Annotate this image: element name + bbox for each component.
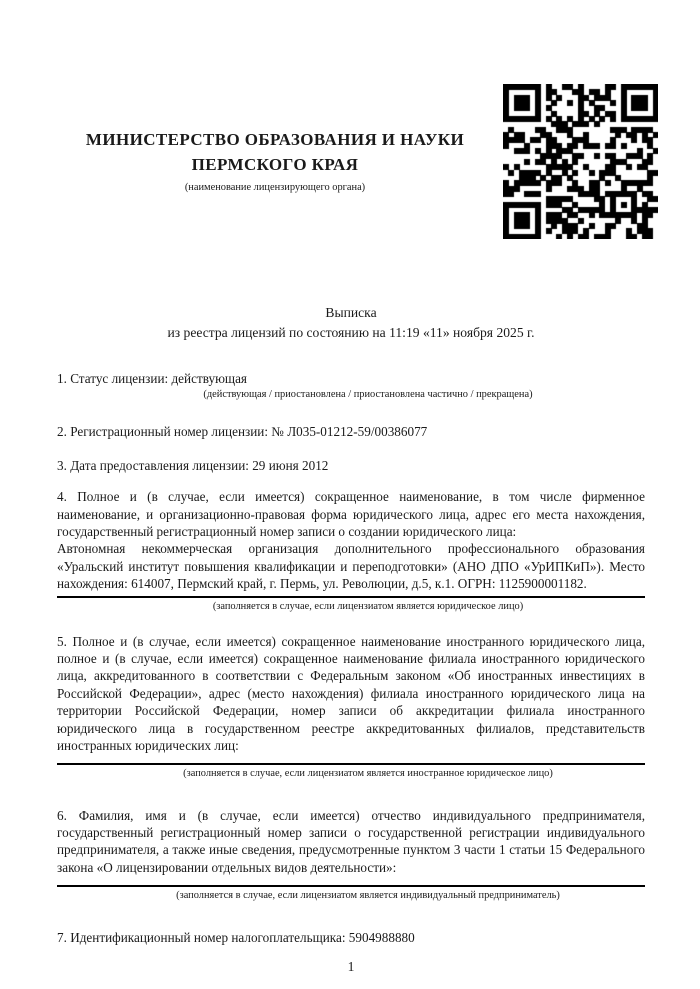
item-2-registration-number: 2. Регистрационный номер лицензии: № Л035-01212-59/00386077 <box>57 424 428 440</box>
page-number: 1 <box>347 958 355 974</box>
item-7-taxpayer-id: 7. Идентификационный номер налогоплательщика: 5904988880 <box>57 930 415 946</box>
document-title-line2: из реестра лицензий по состоянию на 11:19 «11» ноября 2025 г. <box>167 324 535 340</box>
item-5-fill-caption: (заполняется в случае, если лицензиатом является иностранное юридическое лицо) <box>183 767 553 779</box>
item-6-divider <box>57 885 645 887</box>
item-5-foreign-entity-text: 5. Полное и (в случае, если имеется) сокращенное наименование иностранного юридического лица, полное и (в случае, если имеется) сокращенное наименование филиала иностранного юридического лица, аккредитованного в соответствии с Федеральным законом «Об иностранных инвестициях в Российской Федерации», адрес (место нахождения) филиала иностранного юридического лица на территории Российской Федерации, номер записи об аккредитации филиала иностранного юридического лица в государственном реестре аккредитованных филиалов, представительств иностранных юридических лиц: <box>57 633 645 754</box>
item-3-grant-date: 3. Дата предоставления лицензии: 29 июня 2012 <box>57 457 329 473</box>
qr-code-icon <box>503 84 658 239</box>
ministry-line1: МИНИСТЕРСТВО ОБРАЗОВАНИЯ И НАУКИ <box>85 130 465 149</box>
item-1-status-options-caption: (действующая / приостановлена / приостановлена частично / прекращена) <box>203 389 533 401</box>
item-6-entrepreneur-text: 6. Фамилия, имя и (в случае, если имеется) отчество индивидуального предпринимателя, государственный регистрационный номер записи о государственной регистрации индивидуального предпринимателя, а также иные сведения, предусмотренные пунктом 3 части 1 статьи 15 Федерального закона «О лицензировании отдельных видов деятельности»: <box>57 807 645 875</box>
licensing-authority-caption: (наименование лицензирующего органа) <box>184 182 366 193</box>
document-title <box>57 303 645 342</box>
item-4-fill-caption: (заполняется в случае, если лицензиатом является юридическое лицо) <box>212 600 524 612</box>
ministry-line2: ПЕРМСКОГО КРАЯ <box>191 155 359 174</box>
item-5-divider <box>57 763 645 765</box>
item-4-divider <box>57 596 645 598</box>
document-body <box>57 303 645 975</box>
licensing-authority-name <box>40 127 510 177</box>
item-4-legal-entity-value: Автономная некоммерческая организация дополнительного профессионального образования «Уральский институт повышения квалификации и переподготовки» (АНО ДПО «УрИПКиП»). Место нахождения: 614007, Пермский край, г. Пермь, ул. Революции, д.5, к.1. ОГРН: 1125900001182. <box>57 541 645 592</box>
document-title-line1: Выписка <box>325 305 377 320</box>
item-1-license-status: 1. Статус лицензии: действующая <box>57 371 248 386</box>
item-6-fill-caption: (заполняется в случае, если лицензиатом является индивидуальный предприниматель) <box>176 890 560 902</box>
item-4-legal-entity-intro: 4. Полное и (в случае, если имеется) сокращенное наименование, в том числе фирменное наименование, и организационно-правовая форма юридического лица, адрес его места нахождения, государственный регистрационный номер записи о создании юридического лица: <box>57 489 645 540</box>
